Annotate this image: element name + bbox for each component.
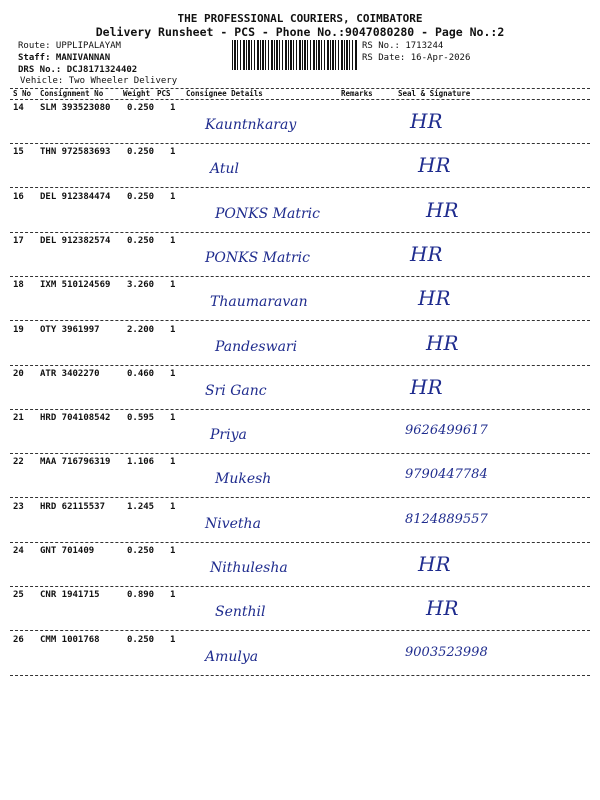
table-row xyxy=(10,143,590,188)
seal-signature: HR xyxy=(426,596,459,621)
sno-cell: 25 xyxy=(13,590,24,601)
sno-cell: 26 xyxy=(13,634,24,645)
consignment-number: GNT 701409 xyxy=(40,546,95,556)
table-row xyxy=(10,188,590,233)
consignee-signature: Senthil xyxy=(215,604,266,621)
consignee-signature: Nithulesha xyxy=(210,560,288,576)
pcs-value: 1 xyxy=(170,590,176,601)
seal-signature: 9790447784 xyxy=(405,467,488,483)
pcs-value: 1 xyxy=(170,191,176,202)
seal-signature: 9626499617 xyxy=(405,423,488,439)
consignee-signature: PONKS Matric xyxy=(215,205,320,222)
consignment-number: MAA 716796319 xyxy=(40,457,111,468)
consignee-signature: Pandeswari xyxy=(215,338,298,355)
consignee-signature: Kauntnkaray xyxy=(205,117,297,133)
sno-cell: 21 xyxy=(13,413,24,424)
sno-cell: 22 xyxy=(13,457,24,468)
sno-cell: 24 xyxy=(13,546,24,556)
sno-cell: 20 xyxy=(13,368,24,379)
pcs-value: 1 xyxy=(170,147,176,158)
pcs-value: 1 xyxy=(170,413,176,424)
consignment-number: HRD 62115537 xyxy=(40,501,106,512)
staff-label: Staff: MANIVANNAN xyxy=(18,53,111,63)
seal-signature: 8124889557 xyxy=(405,511,488,527)
seal-signature: HR xyxy=(410,374,443,399)
consignment-number: SLM 393523080 xyxy=(40,103,111,113)
seal-signature: HR xyxy=(418,552,451,576)
route-label: Route: UPPLIPALAYAM xyxy=(18,41,121,51)
weight-value: 0.250 xyxy=(127,103,155,113)
weight-value: 0.890 xyxy=(127,590,155,601)
pcs-value: 1 xyxy=(170,235,176,246)
table-row xyxy=(10,453,590,498)
weight-value: 1.245 xyxy=(127,501,155,512)
consignment-number: IXM 510124569 xyxy=(40,280,111,291)
sno-cell: 17 xyxy=(13,235,24,246)
consignee-signature: PONKS Matric xyxy=(205,249,310,266)
sno-cell: 18 xyxy=(13,280,24,291)
barcode xyxy=(232,40,358,70)
table-row xyxy=(10,365,590,410)
runsheet-title: Delivery Runsheet - PCS - Phone No.:9047080280 - Page No.:2 xyxy=(95,25,505,39)
table-row xyxy=(10,631,590,676)
pcs-value: 1 xyxy=(170,501,176,512)
weight-value: 0.250 xyxy=(127,147,155,158)
seal-signature: 9003523998 xyxy=(405,644,488,660)
consignee-signature: Atul xyxy=(210,161,239,178)
pcs-value: 1 xyxy=(170,546,176,556)
col-seal: Seal & Signature xyxy=(398,89,471,98)
pcs-value: 1 xyxy=(170,457,176,468)
sno-cell: 16 xyxy=(13,191,24,202)
table-row xyxy=(10,99,590,144)
consignee-signature: Nivetha xyxy=(205,515,261,532)
col-pcs: PCS xyxy=(157,89,171,98)
table-row xyxy=(10,498,590,543)
table-row xyxy=(10,542,590,587)
col-remarks: Remarks xyxy=(341,89,373,98)
weight-value: 0.250 xyxy=(127,235,155,246)
col-sno: S No xyxy=(13,89,32,98)
table-row xyxy=(10,321,590,366)
table-row xyxy=(10,586,590,631)
consignee-signature: Sri Ganc xyxy=(205,382,267,399)
weight-value: 0.250 xyxy=(127,634,155,645)
consignment-number: HRD 704108542 xyxy=(40,413,111,424)
weight-value: 0.595 xyxy=(127,413,155,424)
pcs-value: 1 xyxy=(170,368,176,379)
weight-value: 0.460 xyxy=(127,368,155,379)
table-row xyxy=(10,232,590,277)
table-row xyxy=(10,276,590,321)
vehicle-label: Vehicle: Two Wheeler Delivery xyxy=(20,76,178,86)
seal-signature: HR xyxy=(418,286,451,311)
consignment-number: DEL 912382574 xyxy=(40,235,111,246)
seal-signature: HR xyxy=(426,330,459,355)
col-consignee: Consignee Details xyxy=(186,89,263,98)
weight-value: 3.260 xyxy=(127,280,155,291)
drs-label: DRS No.: DCJ8171324402 xyxy=(18,65,138,75)
consignee-signature: Amulya xyxy=(205,648,259,665)
sno-cell: 14 xyxy=(13,103,24,113)
seal-signature: HR xyxy=(410,109,443,133)
seal-signature: HR xyxy=(410,241,443,266)
col-consignment: Consignment No xyxy=(40,89,104,98)
consignee-signature: Mukesh xyxy=(215,471,272,488)
consignment-number: DEL 912384474 xyxy=(40,191,111,202)
company-title: THE PROFESSIONAL COURIERS, COIMBATORE xyxy=(177,12,423,25)
consignment-number: THN 972583693 xyxy=(40,147,111,158)
weight-value: 1.106 xyxy=(127,457,155,468)
sno-cell: 15 xyxy=(13,147,24,158)
weight-value: 2.200 xyxy=(127,324,155,335)
consignment-number: CNR 1941715 xyxy=(40,590,100,601)
pcs-value: 1 xyxy=(170,634,176,645)
consignee-signature: Thaumaravan xyxy=(210,294,308,311)
pcs-value: 1 xyxy=(170,280,176,291)
pcs-value: 1 xyxy=(170,103,176,113)
seal-signature: HR xyxy=(426,197,459,222)
seal-signature: HR xyxy=(418,153,451,178)
consignment-number: CMM 1001768 xyxy=(40,634,100,645)
col-weight: Weight xyxy=(123,89,151,98)
rs-date: RS Date: 16-Apr-2026 xyxy=(362,53,471,63)
weight-value: 0.250 xyxy=(127,191,155,202)
pcs-value: 1 xyxy=(170,324,176,335)
consignment-number: ATR 3402270 xyxy=(40,368,100,379)
sno-cell: 19 xyxy=(13,324,24,335)
consignment-number: OTY 3961997 xyxy=(40,324,100,335)
weight-value: 0.250 xyxy=(127,546,155,556)
sno-cell: 23 xyxy=(13,501,24,512)
consignee-signature: Priya xyxy=(210,427,247,444)
table-row xyxy=(10,409,590,454)
rs-number: RS No.: 1713244 xyxy=(362,41,444,51)
